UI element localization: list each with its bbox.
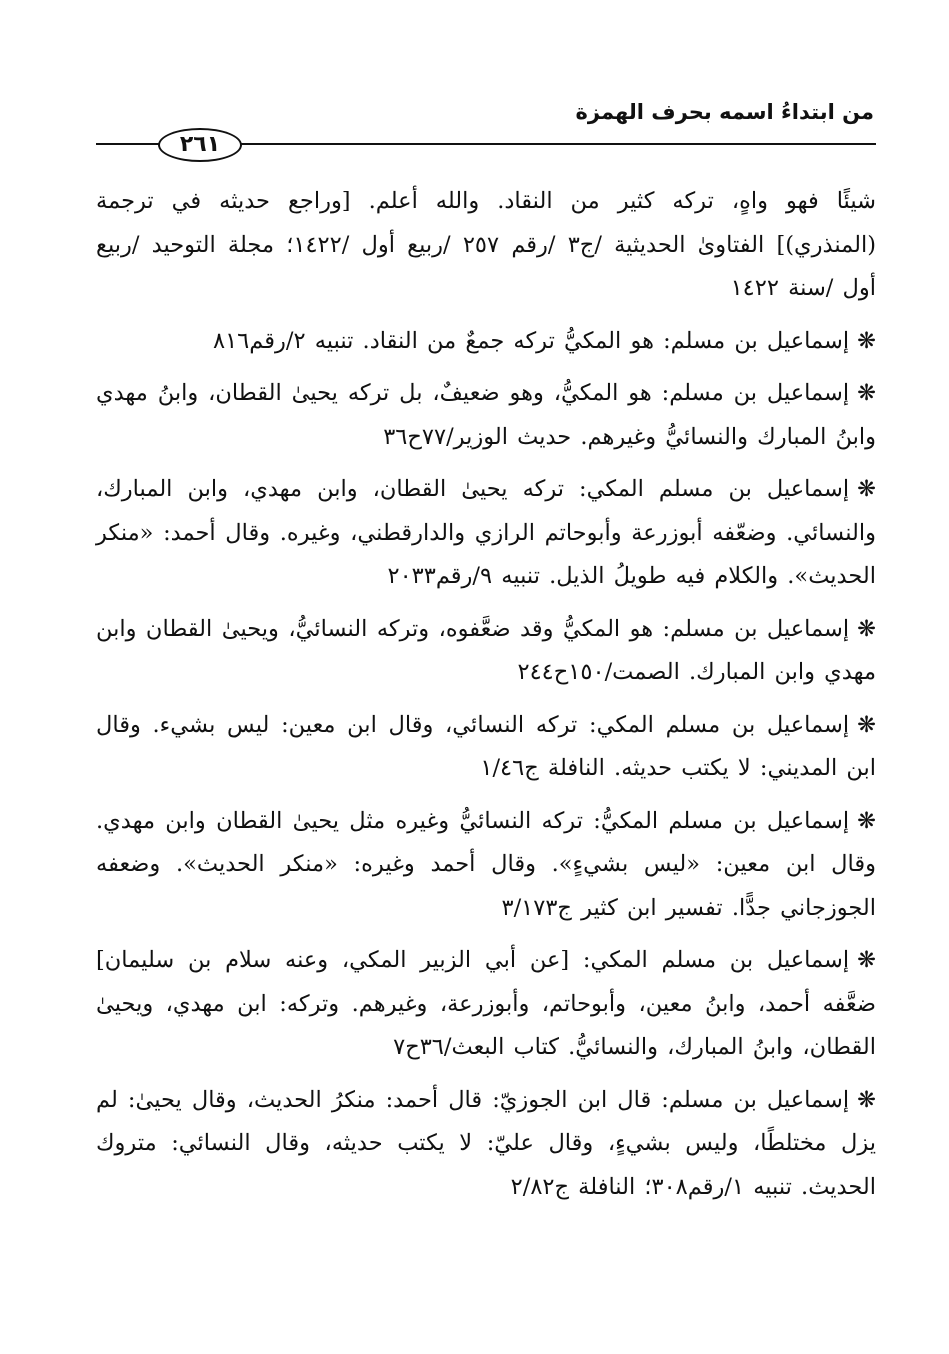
entry-text: إسماعيل بن مسلم المكيُّ: تركه النسائيُّ وغيره مثل يحيىٰ القطان وابن مهدي. وقال ابن معين: «ليس بشيءٍ». وقال أحمد وغيره: «منكر الحديث». وضعفه الجوزجاني جدًّا. تفسير ابن كثير ج٣/١٧٣	[96, 807, 876, 921]
continuation-paragraph: شيئًا فهو واهٍ، تركه كثير من النقاد. والله أعلم. [وراجع حديثه في ترجمة (المنذري)] الفتاوىٰ الحديثية /ج٣ /رقم ٢٥٧ /ربيع أول /١٤٢٢؛ مجلة التوحيد /ربيع أول /سنة ١٤٢٢	[96, 188, 876, 301]
entry-text: إسماعيل بن مسلم المكي: تركه النسائي، وقال ابن معين: ليس بشيء. وقال ابن المديني: لا يكتب حديثه. النافلة ج١/٤٦	[96, 711, 876, 781]
entry-text: إسماعيل بن مسلم: هو المكيُّ وقد ضعَّفوه، وتركه النسائيُّ، ويحيىٰ القطان وابن مهدي وابن المبارك. الصمت/١٥٠ح٢٤٤	[96, 615, 876, 685]
entry-5	[96, 704, 876, 791]
entry-text: إسماعيل بن مسلم المكي: [عن أبي الزبير المكي، وعنه سلام بن سليمان] ضعَّفه أحمد، وابنُ معين، وأبوحاتم، وأبوزرعة، وغيرهم. وتركه: ابن مهدي، ويحيىٰ القطان، وابنُ المبارك، والنسائيُّ. كتاب البعث/٣٦ح٧	[96, 947, 876, 1060]
entry-text: إسماعيل بن مسلم: هو المكيُّ تركه جمعٌ من النقاد. تنبيه ٢/رقم٨١٦	[213, 327, 850, 354]
entry-text: إسماعيل بن مسلم: هو المكيُّ، وهو ضعيفٌ، بل تركه يحيىٰ القطان، وابنُ مهدي وابنُ المبارك والنسائيُّ وغيرهم. حديث الوزير/٧٧ح٣٦	[96, 380, 876, 450]
entry-marker-icon: ❋	[857, 711, 876, 738]
page-header	[96, 92, 876, 156]
page-number: ٢٦١	[158, 128, 242, 162]
running-title: من ابتداءُ اسمه بحرف الهمزة	[575, 100, 874, 124]
entry-marker-icon: ❋	[857, 327, 876, 354]
entry-marker-icon: ❋	[857, 476, 876, 502]
book-page	[96, 92, 876, 1312]
entry-marker-icon: ❋	[857, 947, 876, 973]
entry-8	[96, 1079, 876, 1210]
entry-marker-icon: ❋	[857, 1086, 876, 1113]
entry-7	[96, 939, 876, 1070]
entry-marker-icon: ❋	[857, 615, 876, 642]
entry-4	[96, 608, 876, 695]
page-body	[96, 180, 876, 1218]
entry-6	[96, 800, 876, 931]
entry-text: إسماعيل بن مسلم: قال ابن الجوزيّ: قال أحمد: منكرُ الحديث، وقال يحيىٰ: لم يزل مختلطًا، وليس بشيءٍ، وقال عليّ: لا يكتب حديثه، وقال النسائي: متروك الحديث. تنبيه ١/رقم٣٠٨؛ النافلة ج٢/٨٢	[96, 1086, 876, 1200]
entry-text: إسماعيل بن مسلم المكي: تركه يحيىٰ القطان، وابن مهدي، وابن المبارك، والنسائي. وضعّفه أبوزرعة وأبوحاتم الرازي والدارقطني، وغيره. وقال أحمد: «منكر الحديث». والكلام فيه طويلُ الذيل. تنبيه ٩/رقم٢٠٣٣	[96, 476, 876, 589]
entry-1	[96, 320, 876, 364]
entry-3	[96, 468, 876, 599]
entry-marker-icon: ❋	[857, 380, 876, 406]
entry-2	[96, 372, 876, 459]
entry-marker-icon: ❋	[857, 807, 876, 834]
